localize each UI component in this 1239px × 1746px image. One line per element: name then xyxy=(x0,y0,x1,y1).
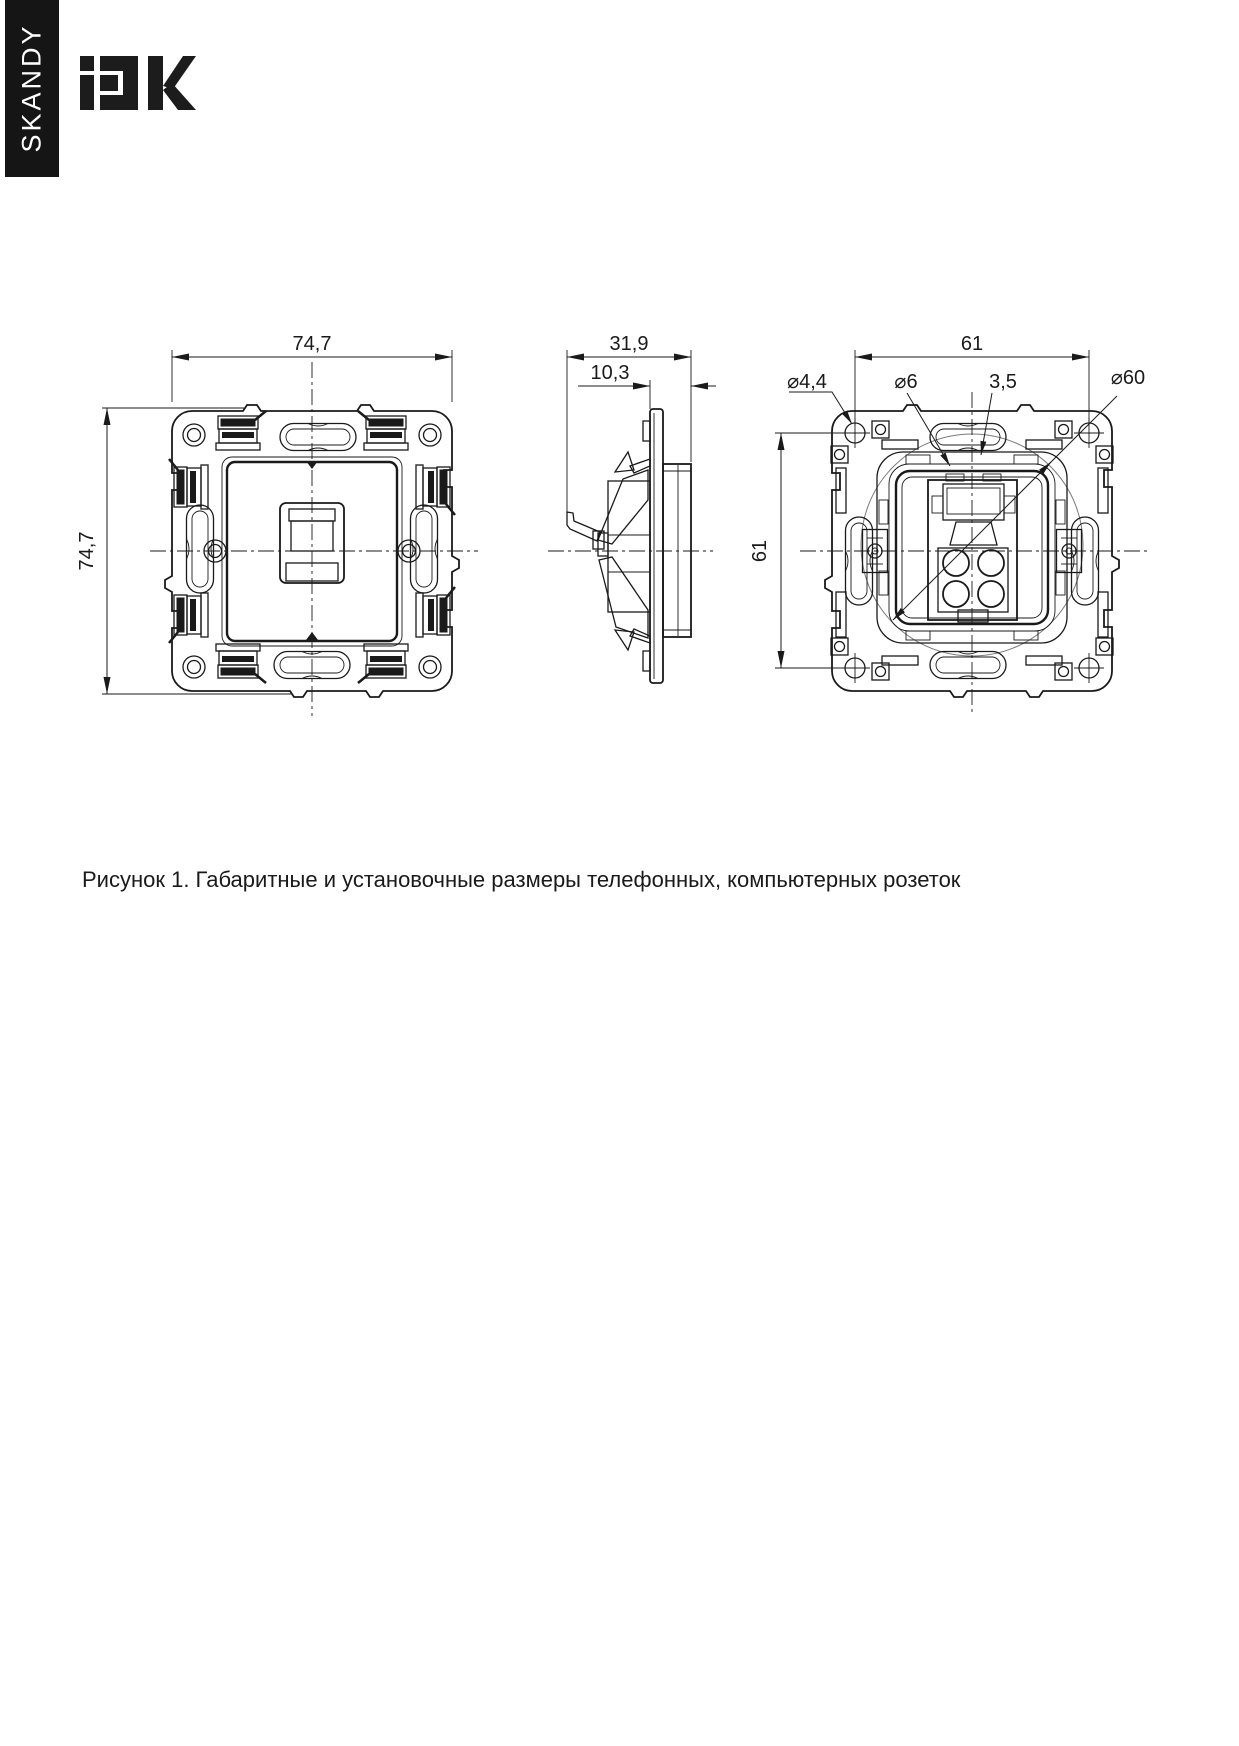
side-view xyxy=(548,409,713,683)
technical-drawing xyxy=(0,0,1239,760)
rear-mechanism xyxy=(928,474,1017,622)
lower-claw-wedge xyxy=(599,557,648,638)
rear-view xyxy=(800,392,1148,716)
front-view xyxy=(150,362,478,716)
corner-screw-hole xyxy=(419,424,441,446)
claw-arm xyxy=(567,512,600,541)
dim-label-slot-width: 3,5 xyxy=(989,371,1017,393)
dim-label-hole-dia: ⌀6 xyxy=(894,371,918,393)
terminal-hole xyxy=(978,550,1004,576)
mounting-slot xyxy=(846,517,873,605)
leader-claw-screw-dia xyxy=(789,392,852,424)
flange-clip xyxy=(643,651,650,671)
terminal-hole xyxy=(943,550,969,576)
series-label: SKANDY xyxy=(16,23,47,153)
flange-plate xyxy=(650,409,663,683)
flange-clip xyxy=(643,421,650,441)
corner-screw-hole xyxy=(183,656,205,678)
dim-label-hole-spacing-v: 61 xyxy=(749,539,771,563)
support-block xyxy=(663,464,691,637)
mounting-slot xyxy=(280,424,356,451)
corner-screw-hole xyxy=(419,656,441,678)
leader-support-dia xyxy=(893,396,1117,620)
dim-label-front-height: 74,7 xyxy=(76,531,98,571)
dim-label-front-width: 74,7 xyxy=(292,333,332,355)
figure-caption: Рисунок 1. Габаритные и установочные размеры телефонных, компьютерных розеток xyxy=(82,867,961,892)
dim-label-claw-screw-dia: ⌀4,4 xyxy=(787,371,827,393)
rj45-socket-rear xyxy=(932,484,1015,545)
terminal-hole xyxy=(978,581,1004,607)
dim-label-depth-total: 31,9 xyxy=(609,333,649,355)
fixing-screw-cross xyxy=(1074,653,1104,683)
dim-label-hole-spacing-h: 61 xyxy=(960,333,984,355)
mounting-slot xyxy=(930,424,1006,451)
dim-label-flange-depth: 10,3 xyxy=(590,362,630,384)
mounting-slot xyxy=(1072,517,1099,605)
corner-screw-hole xyxy=(183,424,205,446)
dim-label-support-dia: ⌀60 xyxy=(1110,367,1146,389)
terminal-hole xyxy=(943,581,969,607)
